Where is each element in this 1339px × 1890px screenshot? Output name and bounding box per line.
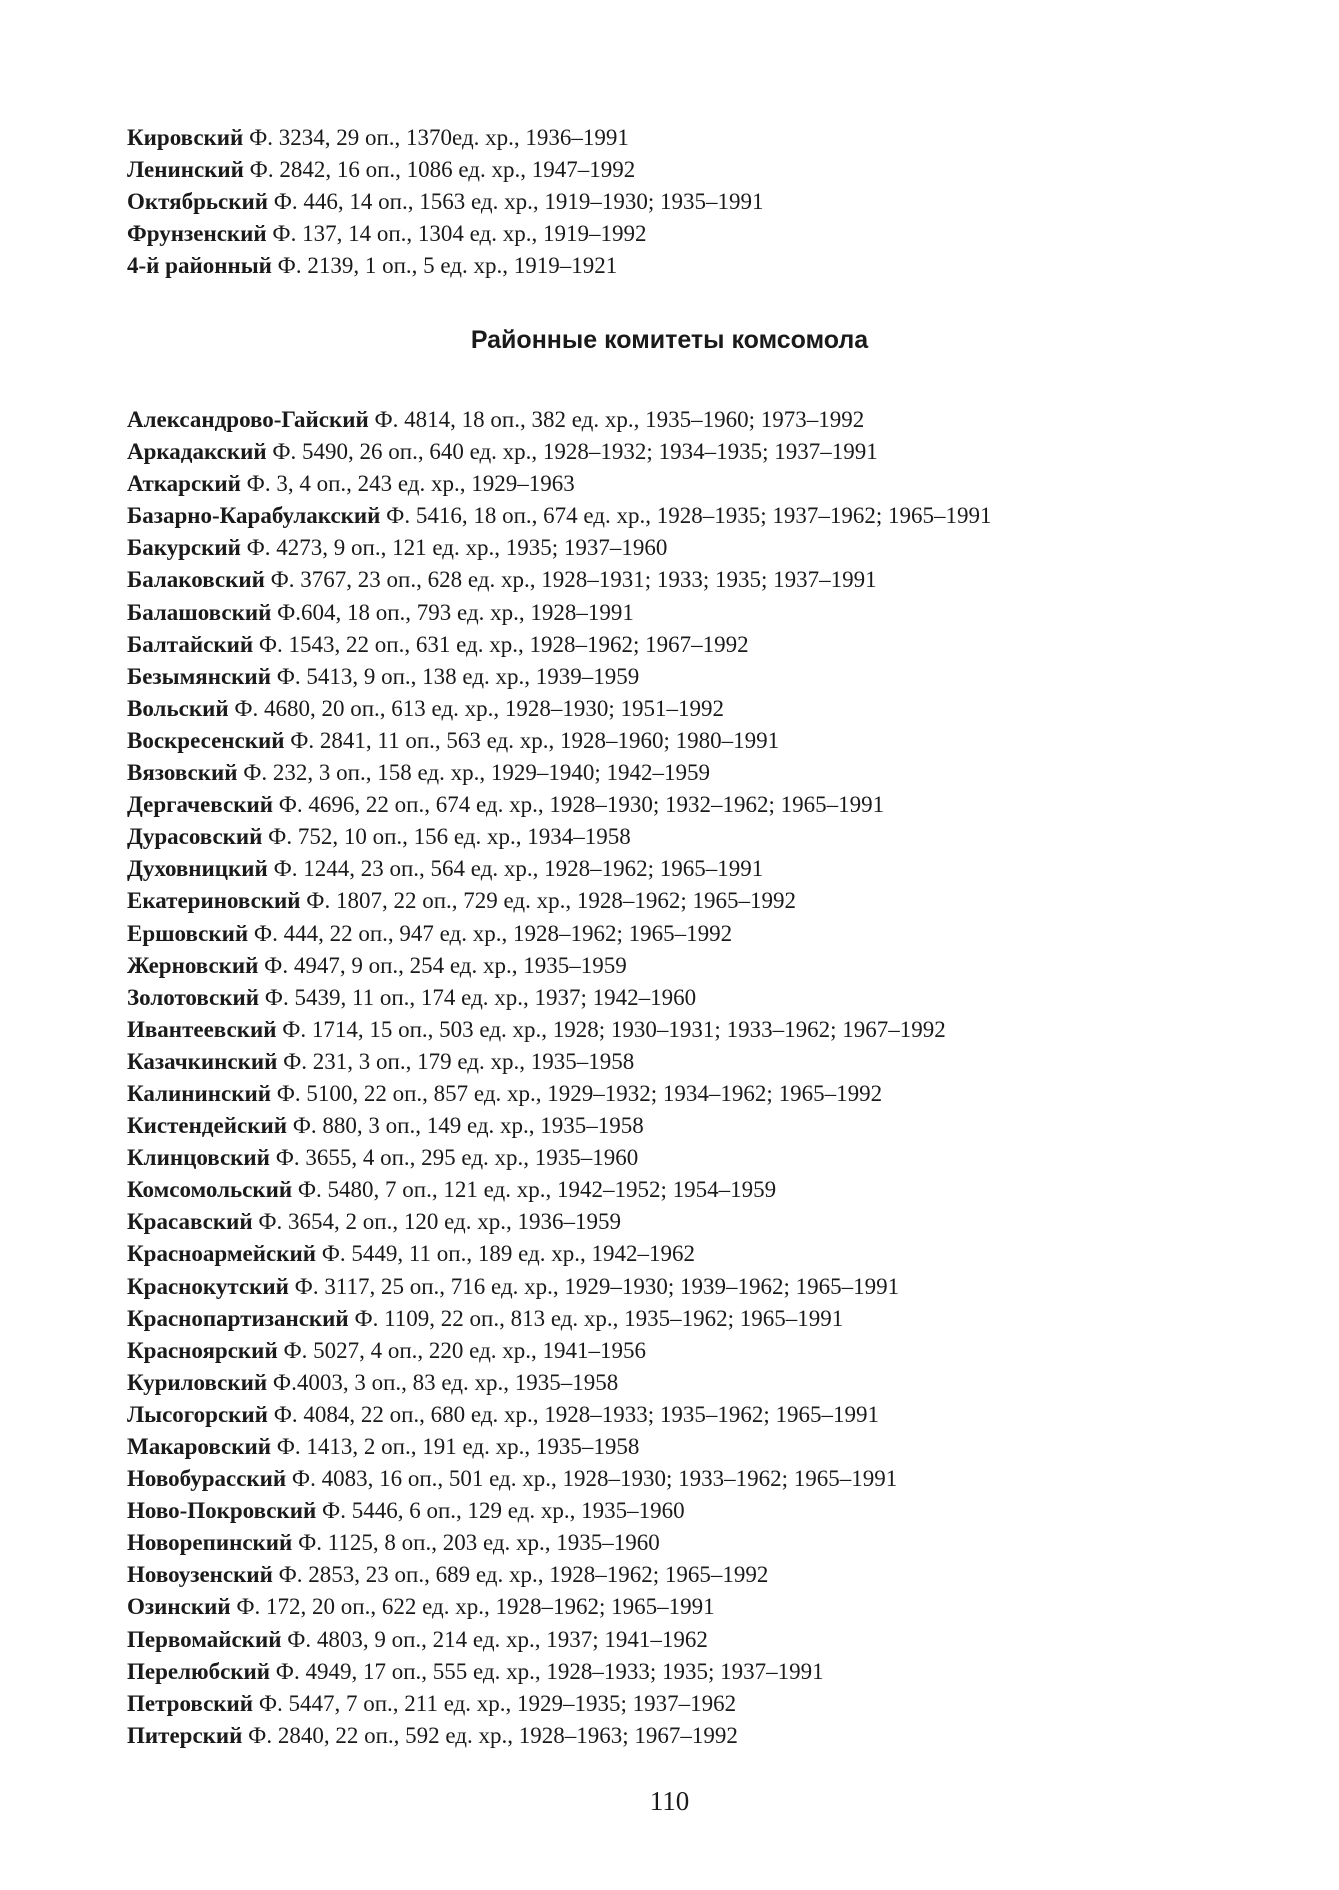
entry-name: Кистендейский <box>127 1113 287 1139</box>
list-item <box>127 1206 1307 1238</box>
entry-details: Ф. 172, 20 оп., 622 ед. хр., 1928–1962; 1965–1991 <box>236 1594 715 1620</box>
list-item <box>127 1078 1307 1110</box>
entry-details: Ф. 4803, 9 оп., 214 ед. хр., 1937; 1941–1962 <box>287 1626 708 1652</box>
entry-details: Ф. 880, 3 оп., 149 ед. хр., 1935–1958 <box>292 1113 644 1139</box>
section-heading: Районные комитеты комсомола <box>470 326 869 354</box>
entry-details: Ф. 3655, 4 оп., 295 ед. хр., 1935–1960 <box>275 1145 639 1171</box>
entry-name: Аткарский <box>127 471 241 497</box>
list-item <box>127 1174 1307 1206</box>
entry-details: Ф. 4949, 17 оп., 555 ед. хр., 1928–1933; 1935; 1937–1991 <box>275 1658 824 1684</box>
entry-details: Ф. 5447, 7 оп., 211 ед. хр., 1929–1935; 1937–1962 <box>258 1690 737 1716</box>
list-item <box>127 1367 1307 1399</box>
entry-name: Дергачевский <box>127 792 273 818</box>
list-item <box>127 1591 1307 1623</box>
entry-details: Ф. 2139, 1 оп., 5 ед. хр., 1919–1921 <box>277 253 618 279</box>
entry-details: Ф. 3234, 29 оп., 1370ед. хр., 1936–1991 <box>249 125 629 150</box>
list-item <box>127 218 1307 250</box>
list-item <box>127 1495 1307 1527</box>
entry-details: Ф. 3767, 23 оп., 628 ед. хр., 1928–1931; 1933; 1935; 1937–1991 <box>270 567 877 593</box>
entry-name: Екатериновский <box>127 888 301 914</box>
list-item <box>127 1431 1307 1463</box>
list-item <box>127 1720 1307 1752</box>
list-item <box>127 1271 1307 1303</box>
entry-details: Ф. 5439, 11 оп., 174 ед. хр., 1937; 1942–1960 <box>264 984 697 1010</box>
list-item <box>127 1624 1307 1656</box>
entry-details: Ф. 1125, 8 оп., 203 ед. хр., 1935–1960 <box>298 1530 660 1556</box>
entry-details: Ф. 4680, 20 оп., 613 ед. хр., 1928–1930; 1951–1992 <box>234 695 725 721</box>
list-item <box>127 1559 1307 1591</box>
list-item <box>127 564 1307 596</box>
entry-details: Ф. 5027, 4 оп., 220 ед. хр., 1941–1956 <box>283 1337 647 1363</box>
entry-name: Перелюбский <box>127 1658 271 1684</box>
entry-details: Ф. 5446, 6 оп., 129 ед. хр., 1935–1960 <box>322 1498 685 1524</box>
komsomol-committee-list <box>127 404 1307 1752</box>
entry-details: Ф. 4273, 9 оп., 121 ед. хр., 1935; 1937–1960 <box>246 535 668 561</box>
list-item <box>127 154 1307 186</box>
entry-details: Ф. 2842, 16 оп., 1086 ед. хр., 1947–1992 <box>249 157 636 183</box>
entry-details: Ф. 5413, 9 оп., 138 ед. хр., 1939–1959 <box>276 663 640 689</box>
entry-name: Базарно-Карабулакский <box>127 503 381 529</box>
list-item <box>127 757 1307 789</box>
entry-name: Безымянский <box>127 663 271 689</box>
entry-details: Ф. 3, 4 оп., 243 ед. хр., 1929–1963 <box>246 471 575 497</box>
entry-details: Ф. 2840, 22 оп., 592 ед. хр., 1928–1963; 1967–1992 <box>248 1722 738 1748</box>
entry-details: Ф.4003, 3 оп., 83 ед. хр., 1935–1958 <box>272 1369 619 1395</box>
entry-name: Лысогорский <box>127 1401 268 1427</box>
list-item <box>127 1238 1307 1270</box>
list-item <box>127 1463 1307 1495</box>
entry-name: Вязовский <box>127 760 238 786</box>
list-item <box>127 789 1307 821</box>
list-item <box>127 250 1307 282</box>
entry-name: Александрово-Гайский <box>127 407 369 432</box>
entry-details: Ф. 4084, 22 оп., 680 ед. хр., 1928–1933; 1935–1962; 1965–1991 <box>273 1401 880 1427</box>
entry-name: Бакурский <box>127 535 241 561</box>
list-item <box>127 404 1307 436</box>
entry-details: Ф. 1109, 22 оп., 813 ед. хр., 1935–1962; 1965–1991 <box>354 1305 844 1331</box>
entry-details: Ф. 4083, 16 оп., 501 ед. хр., 1928–1930; 1933–1962; 1965–1991 <box>291 1466 898 1492</box>
entry-name: Красноярский <box>127 1337 278 1363</box>
entry-details: Ф. 4696, 22 оп., 674 ед. хр., 1928–1930; 1932–1962; 1965–1991 <box>278 792 885 818</box>
list-item <box>127 1335 1307 1367</box>
entry-details: Ф. 1244, 23 оп., 564 ед. хр., 1928–1962; 1965–1991 <box>273 856 764 882</box>
entry-details: Ф. 3117, 25 оп., 716 ед. хр., 1929–1930; 1939–1962; 1965–1991 <box>294 1273 900 1299</box>
entry-name: Озинский <box>127 1594 231 1620</box>
entry-name: Золотовский <box>127 984 260 1010</box>
entry-details: Ф. 232, 3 оп., 158 ед. хр., 1929–1940; 1942–1959 <box>243 760 710 786</box>
list-item <box>127 950 1307 982</box>
entry-details: Ф.604, 18 оп., 793 ед. хр., 1928–1991 <box>277 599 634 625</box>
entry-name: 4-й районный <box>127 253 272 279</box>
entry-name: Казачкинский <box>127 1048 278 1074</box>
entry-name: Балтайский <box>127 631 254 657</box>
entry-details: Ф. 2841, 11 оп., 563 ед. хр., 1928–1960; 1980–1991 <box>290 727 780 753</box>
entry-name: Ленинский <box>127 157 244 183</box>
list-item <box>127 1014 1307 1046</box>
entry-details: Ф. 1413, 2 оп., 191 ед. хр., 1935–1958 <box>276 1434 640 1459</box>
entry-details: Ф. 5480, 7 оп., 121 ед. хр., 1942–1952; 1954–1959 <box>297 1177 777 1203</box>
list-item <box>127 982 1307 1014</box>
entry-details: Ф. 5100, 22 оп., 857 ед. хр., 1929–1932; 1934–1962; 1965–1992 <box>276 1080 883 1106</box>
entry-name: Балаковский <box>127 567 265 593</box>
list-item <box>127 1656 1307 1688</box>
entry-details: Ф. 444, 22 оп., 947 ед. хр., 1928–1962; 1965–1992 <box>253 920 733 946</box>
entry-details: Ф. 137, 14 оп., 1304 ед. хр., 1919–1992 <box>272 221 647 247</box>
entry-name: Комсомольский <box>127 1177 293 1203</box>
entry-name: Красноармейский <box>127 1241 316 1267</box>
list-item <box>127 532 1307 564</box>
list-item <box>127 436 1307 468</box>
entry-details: Ф. 5416, 18 оп., 674 ед. хр., 1928–1935; 1937–1962; 1965–1991 <box>386 503 992 529</box>
entry-name: Воскресенский <box>127 727 285 753</box>
entry-name: Дурасовский <box>127 824 263 850</box>
list-item <box>127 122 1307 154</box>
entry-details: Ф. 4814, 18 оп., 382 ед. хр., 1935–1960; 1973–1992 <box>374 407 865 432</box>
entry-name: Новоузенский <box>127 1562 273 1588</box>
entry-details: Ф. 752, 10 оп., 156 ед. хр., 1934–1958 <box>268 824 631 850</box>
entry-name: Аркадакский <box>127 439 267 465</box>
entry-name: Калининский <box>127 1080 271 1106</box>
entry-name: Клинцовский <box>127 1145 270 1171</box>
list-item <box>127 468 1307 500</box>
list-item <box>127 1303 1307 1335</box>
entry-name: Балашовский <box>127 599 272 625</box>
list-item <box>127 186 1307 218</box>
list-item <box>127 661 1307 693</box>
entry-name: Вольский <box>127 695 229 721</box>
entry-name: Кировский <box>127 125 244 150</box>
entry-details: Ф. 1807, 22 оп., 729 ед. хр., 1928–1962; 1965–1992 <box>306 888 797 914</box>
list-item <box>127 693 1307 725</box>
entry-details: Ф. 231, 3 оп., 179 ед. хр., 1935–1958 <box>283 1048 635 1074</box>
list-item <box>127 1142 1307 1174</box>
entry-name: Макаровский <box>127 1434 271 1459</box>
entry-name: Жерновский <box>127 952 259 978</box>
entry-details: Ф. 446, 14 оп., 1563 ед. хр., 1919–1930; 1935–1991 <box>273 189 764 215</box>
list-item <box>127 821 1307 853</box>
entry-name: Ершовский <box>127 920 249 946</box>
entry-name: Красавский <box>127 1209 253 1235</box>
entry-name: Первомайский <box>127 1626 282 1652</box>
list-item <box>127 1688 1307 1720</box>
list-item <box>127 629 1307 661</box>
list-item <box>127 918 1307 950</box>
entry-name: Ивантеевский <box>127 1016 277 1042</box>
list-item <box>127 885 1307 917</box>
entry-name: Петровский <box>127 1690 254 1716</box>
list-item <box>127 1399 1307 1431</box>
list-item <box>127 1527 1307 1559</box>
entry-name: Краснопартизанский <box>127 1305 349 1331</box>
list-item <box>127 597 1307 629</box>
entry-name: Куриловский <box>127 1369 268 1395</box>
page-number: 110 <box>649 1786 690 1816</box>
entry-details: Ф. 1543, 22 оп., 631 ед. хр., 1928–1962; 1967–1992 <box>258 631 749 657</box>
list-item <box>127 500 1307 532</box>
entry-name: Октябрьский <box>127 189 268 215</box>
entry-details: Ф. 3654, 2 оп., 120 ед. хр., 1936–1959 <box>258 1209 621 1235</box>
entry-details: Ф. 5449, 11 оп., 189 ед. хр., 1942–1962 <box>321 1241 695 1267</box>
entry-details: Ф. 2853, 23 оп., 689 ед. хр., 1928–1962; 1965–1992 <box>278 1562 769 1588</box>
entry-name: Новобурасский <box>127 1466 287 1492</box>
entry-name: Новорепинский <box>127 1530 293 1556</box>
entry-name: Ново-Покровский <box>127 1498 317 1524</box>
list-item <box>127 725 1307 757</box>
entry-details: Ф. 1714, 15 оп., 503 ед. хр., 1928; 1930–1931; 1933–1962; 1967–1992 <box>282 1016 946 1042</box>
entry-name: Духовницкий <box>127 856 268 882</box>
entry-details: Ф. 4947, 9 оп., 254 ед. хр., 1935–1959 <box>264 952 627 978</box>
entry-name: Питерский <box>127 1722 243 1748</box>
district-party-list <box>127 122 1307 282</box>
list-item <box>127 853 1307 885</box>
entry-name: Фрунзенский <box>127 221 267 247</box>
entry-name: Краснокутский <box>127 1273 289 1299</box>
list-item <box>127 1046 1307 1078</box>
list-item <box>127 1110 1307 1142</box>
entry-details: Ф. 5490, 26 оп., 640 ед. хр., 1928–1932; 1934–1935; 1937–1991 <box>272 439 878 465</box>
